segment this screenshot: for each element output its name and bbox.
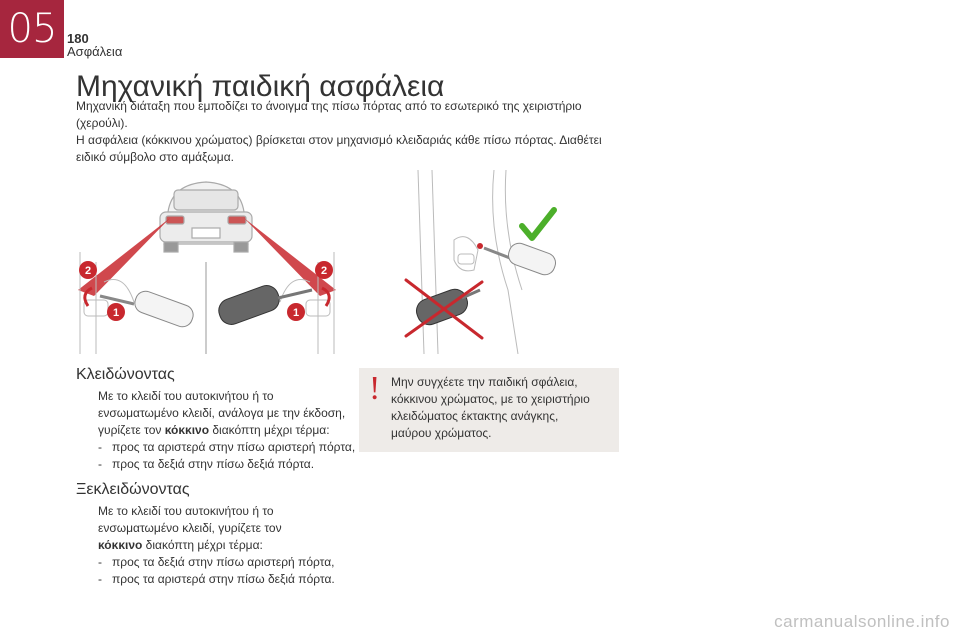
locking-line-1: Με το κλειδί του αυτοκινήτου ή το	[98, 389, 274, 403]
locking-sub-1: - προς τα αριστερά στην πίσω αριστερή πόρτα,	[98, 440, 356, 454]
chapter-tab: 05	[0, 0, 64, 58]
svg-text:2: 2	[84, 265, 92, 277]
intro-text	[76, 98, 636, 166]
page-title: Μηχανική παιδική ασφάλεια	[76, 70, 445, 103]
locking-bullet	[76, 388, 366, 439]
unlocking-sub-2: - προς τα αριστερά στην πίσω δεξιά πόρτα.	[98, 572, 335, 586]
unlocking-line-3-post: διακόπτη μέχρι τέρμα:	[142, 538, 263, 552]
locking-sub-2: - προς τα δεξιά στην πίσω δεξιά πόρτα.	[98, 457, 315, 471]
callout-2-left	[79, 261, 97, 279]
callout-1-right	[287, 303, 305, 321]
locking-red-word: κόκκινο	[164, 423, 210, 437]
watermark: carmanualsonline.info	[774, 612, 950, 631]
intro-line-2: Η ασφάλεια (κόκκινου χρώματος) βρίσκεται στον μηχανισμό κλειδαριάς κάθε πίσω πόρτας. Διαθέτει	[76, 133, 602, 147]
unlocking-heading: Ξεκλειδώνοντας	[76, 481, 190, 498]
warning-line-1: Μην συγχέετε την παιδική σφάλεια,	[391, 375, 578, 389]
warning-line-4: μαύρου χρώματος.	[391, 426, 492, 440]
callout-2-right	[315, 261, 333, 279]
warning-line-2: κόκκινου χρώματος, με το χειριστήριο	[391, 392, 590, 406]
unlocking-bullet	[76, 503, 366, 554]
unlocking-sub-1: - προς τα δεξιά στην πίσω αριστερή πόρτα,	[98, 555, 335, 569]
red-lock-dot	[477, 243, 483, 249]
intro-line-3: ειδικό σύμβολο στο αμάξωμα.	[76, 150, 234, 164]
locking-heading: Κλειδώνοντας	[76, 366, 175, 383]
section-name: Ασφάλεια	[67, 44, 123, 59]
callout-1-left	[107, 303, 125, 321]
warning-line-3: κλειδώματος έκτακτης ανάγκης,	[391, 409, 559, 423]
unlocking-line-1: Με το κλειδί του αυτοκινήτου ή το	[98, 504, 274, 518]
locking-line-3-pre: γυρίζετε τον	[98, 423, 165, 437]
locking-line-2: ενσωματωμένο κλειδί, ανάλογα με την έκδοση,	[98, 406, 346, 420]
unlocking-line-2: ενσωματωμένο κλειδί, γυρίζετε τον	[98, 521, 282, 535]
svg-text:1: 1	[112, 307, 120, 319]
intro-line-1: Μηχανική διάταξη που εμποδίζει το άνοιγμα της πίσω πόρτας από το εσωτερικό της χειριστήριο (χερούλι).	[76, 99, 582, 130]
warning-box	[359, 368, 619, 452]
car-rear-drawing	[160, 182, 252, 252]
warning-text	[391, 374, 611, 442]
locking-line-3-post: διακόπτη μέχρι τέρμα:	[209, 423, 330, 437]
locking-illustration	[74, 172, 340, 354]
unlocking-red-word: κόκκινο	[98, 538, 143, 552]
page-number: 180	[67, 31, 89, 46]
svg-text:2: 2	[320, 265, 328, 277]
warning-icon: !	[369, 370, 381, 407]
svg-text:1: 1	[292, 307, 300, 319]
correct-key-illustration	[398, 170, 564, 354]
